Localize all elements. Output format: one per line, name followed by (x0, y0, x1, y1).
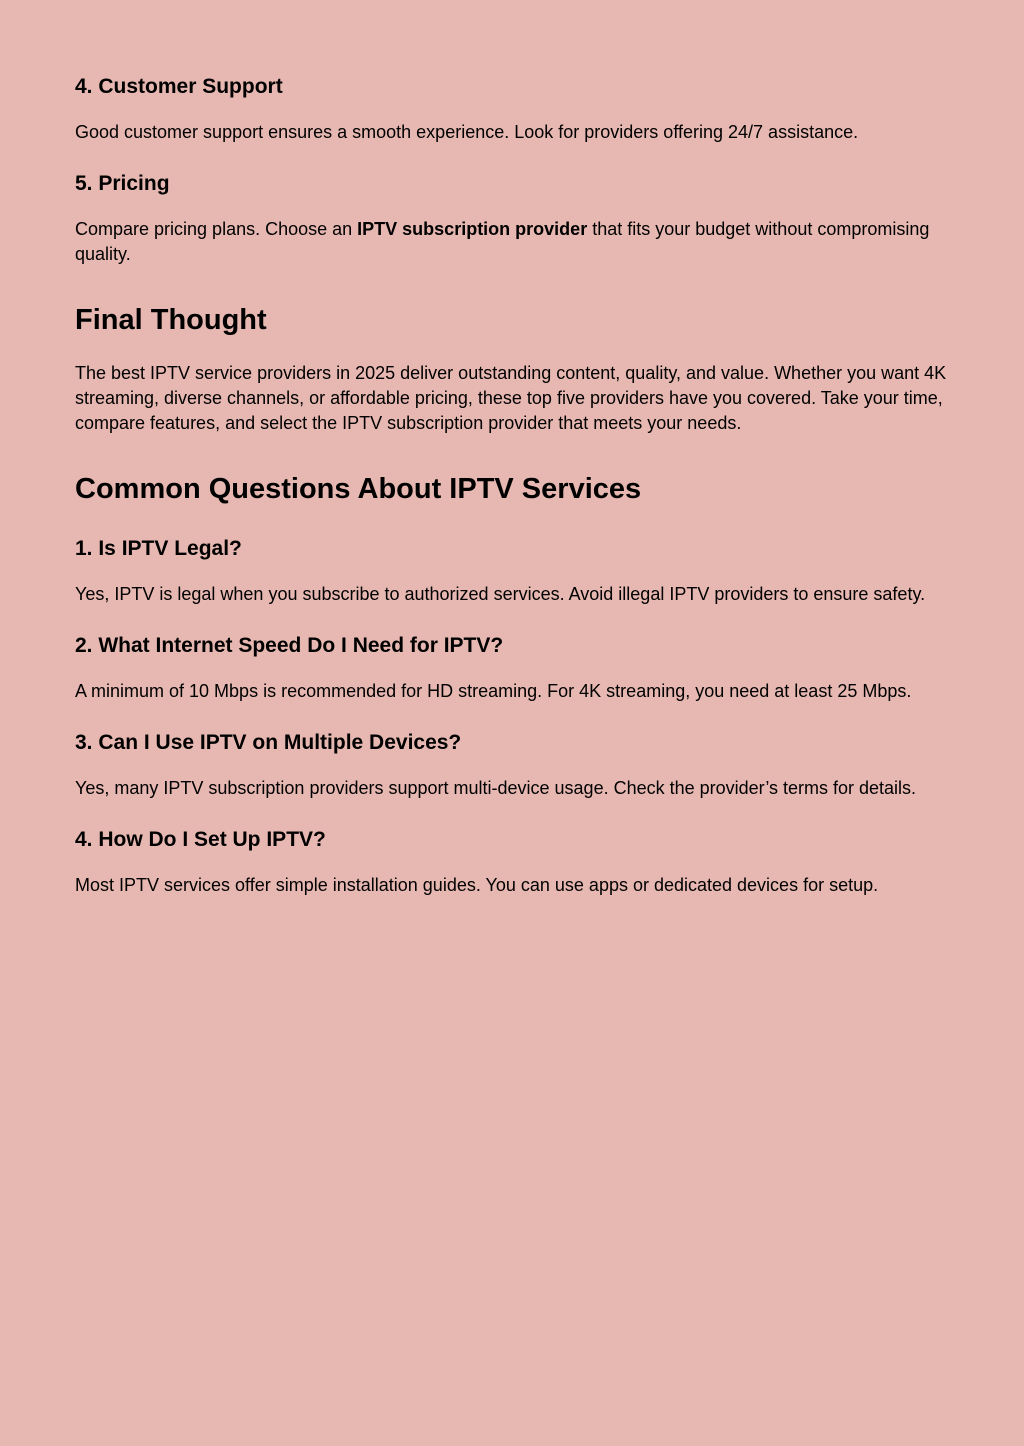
faq-question: 4. How Do I Set Up IPTV? (75, 828, 326, 851)
customer-support-heading: 4. Customer Support (75, 75, 283, 98)
faq-answer: A minimum of 10 Mbps is recommended for HD streaming. For 4K streaming, you need at least 25 Mbps. (75, 681, 912, 701)
faq-answer: Most IPTV services offer simple installation guides. You can use apps or dedicated devices for setup. (75, 875, 879, 895)
pricing-text-before: Compare pricing plans. Choose an (75, 219, 358, 239)
final-thought-heading: Final Thought (75, 304, 267, 336)
faq-answer: Yes, many IPTV subscription providers support multi-device usage. Check the provider’s terms for details. (75, 778, 917, 798)
faq-question: 3. Can I Use IPTV on Multiple Devices? (75, 731, 462, 754)
faq-answer: Yes, IPTV is legal when you subscribe to authorized services. Avoid illegal IPTV providers to ensure safety. (75, 584, 926, 604)
common-questions-heading: Common Questions About IPTV Services (75, 473, 642, 505)
faq-question: 2. What Internet Speed Do I Need for IPTV? (75, 634, 504, 657)
pricing-paragraph (75, 217, 949, 267)
customer-support-paragraph: Good customer support ensures a smooth experience. Look for providers offering 24/7 assistance. (75, 122, 859, 142)
pricing-text-bold: IPTV subscription provider (357, 219, 588, 239)
faq-question: 1. Is IPTV Legal? (75, 537, 242, 560)
pricing-text-after: that fits your budget without compromising quality. (75, 219, 930, 264)
pricing-heading: 5. Pricing (75, 172, 170, 195)
final-thought-paragraph: The best IPTV service providers in 2025 deliver outstanding content, quality, and value. Whether you want 4K streaming, diverse channels, or affordable pricing, these top five providers have you covered. Take your time, compare features, and select the IPTV subscription provider that meets your needs. (75, 363, 947, 433)
